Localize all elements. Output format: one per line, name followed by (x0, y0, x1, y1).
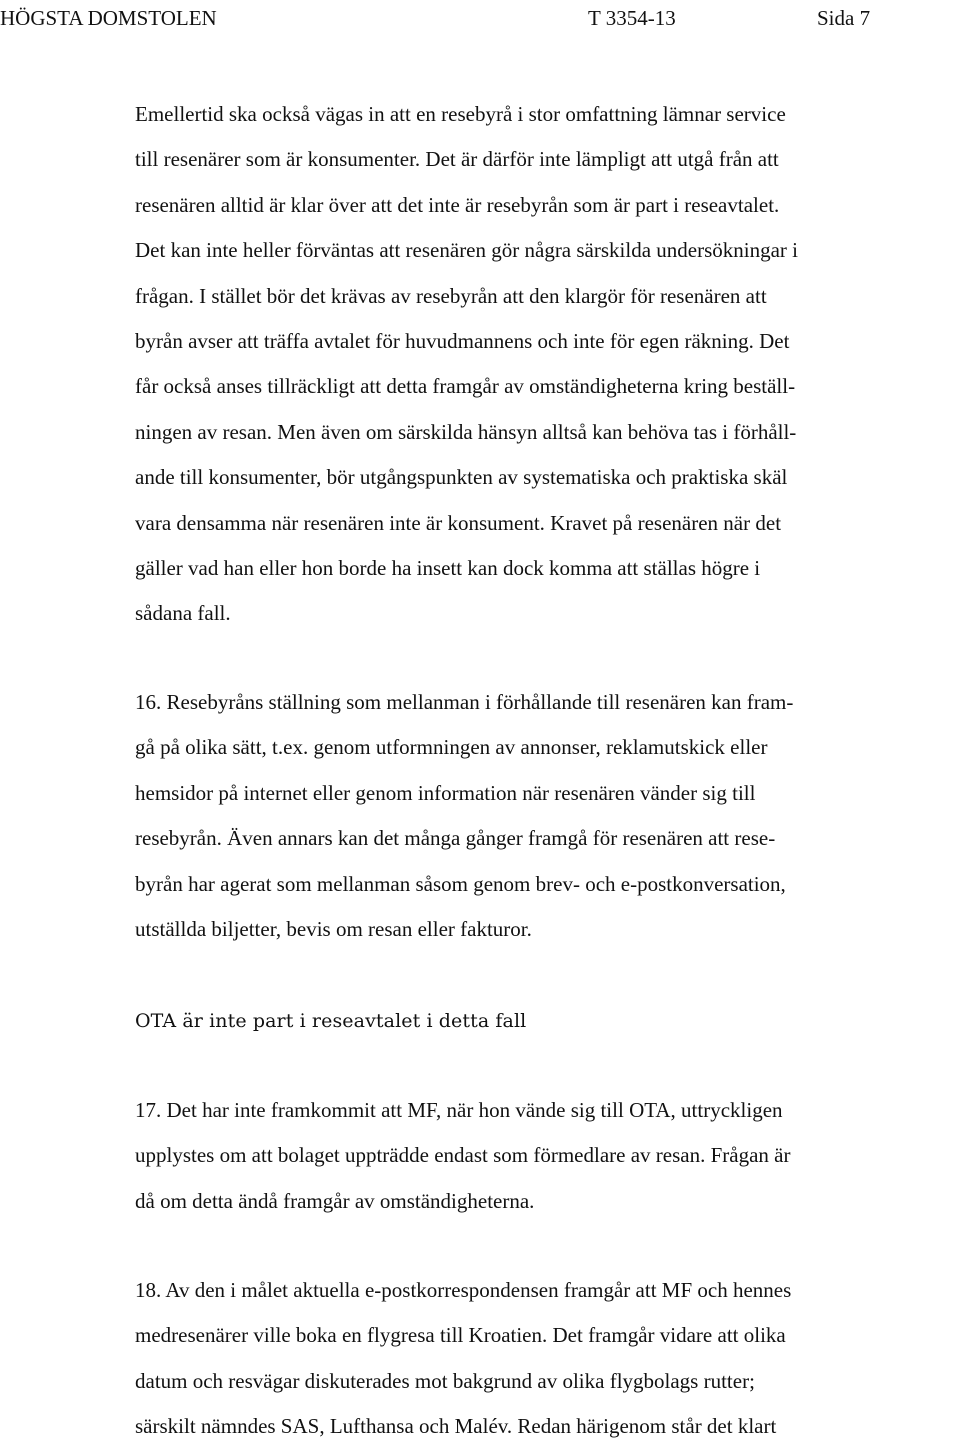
paragraph-16 (135, 680, 955, 952)
text-line: vara densamma när resenären inte är konsument. Kravet på resenären när det (135, 510, 782, 535)
text-line: resenären alltid är klar över att det inte är resebyrån som är part i reseavtalet. (135, 192, 780, 217)
text-line: ande till konsumenter, bör utgångspunkten av systematiska och praktiska skäl (135, 465, 788, 490)
text-line: 17. Det har inte framkommit att MF, när hon vände sig till OTA, uttryckligen (135, 1098, 783, 1122)
text-line: utställda biljetter, bevis om resan eller fakturor. (135, 916, 532, 941)
text-line: särskilt nämndes SAS, Lufthansa och Malév. Redan härigenom står det klart (135, 1414, 777, 1439)
text-line: sådana fall. (135, 601, 231, 626)
text-line: 16. Resebyråns ställning som mellanman i förhållande till resenären kan fram- (135, 690, 794, 714)
text-line: frågan. I stället bör det krävas av resebyrån att den klargör för resenären att (135, 283, 767, 308)
text-line: gå på olika sätt, t.ex. genom utformningen av annonser, reklamutskick eller (135, 735, 768, 760)
case-number: T 3354-13 (588, 6, 676, 30)
text-line: får också anses tillräckligt att detta framgår av omständigheterna kring beställ- (135, 374, 796, 399)
text-line: medresenärer ville boka en flygresa till Kroatien. Det framgår vidare att olika (135, 1323, 786, 1348)
text-line: Emellertid ska också vägas in att en resebyrå i stor omfattning lämnar service (135, 102, 786, 126)
text-line: gäller vad han eller hon borde ha insett kan dock komma att ställas högre i (135, 555, 761, 580)
text-line: hemsidor på internet eller genom information när resenären vänder sig till (135, 780, 756, 805)
text-line: upplystes om att bolaget uppträdde endast som förmedlare av resan. Frågan är (135, 1143, 791, 1168)
text-line: datum och resvägar diskuterades mot bakgrund av olika flygbolags rutter; (135, 1368, 755, 1393)
text-line: till resenärer som är konsumenter. Det är därför inte lämpligt att utgå från att (135, 147, 779, 172)
text-line: då om detta ändå framgår av omständigheterna. (135, 1188, 535, 1213)
paragraph-1 (135, 92, 955, 637)
text-line: resebyrån. Även annars kan det många gånger framgå för resenären att rese- (135, 826, 776, 851)
paragraph-17 (135, 1088, 955, 1224)
section-heading: OTA är inte part i reseavtalet i detta fall (135, 1010, 527, 1032)
court-name: HÖGSTA DOMSTOLEN (0, 6, 217, 30)
text-line: byrån avser att träffa avtalet för huvudmannens och inte för egen räkning. Det (135, 328, 790, 353)
text-line: Det kan inte heller förväntas att resenären gör några särskilda undersökningar i (135, 238, 798, 263)
text-line: 18. Av den i målet aktuella e-postkorrespondensen framgår att MF och hennes (135, 1278, 792, 1302)
paragraph-18 (135, 1268, 955, 1450)
page-number: Sida 7 (817, 6, 871, 30)
page-header (0, 3, 960, 33)
text-line: ningen av resan. Men även om särskilda hänsyn alltså kan behöva tas i förhåll- (135, 419, 797, 444)
text-line: byrån har agerat som mellanman såsom genom brev- och e-postkonversation, (135, 871, 786, 896)
